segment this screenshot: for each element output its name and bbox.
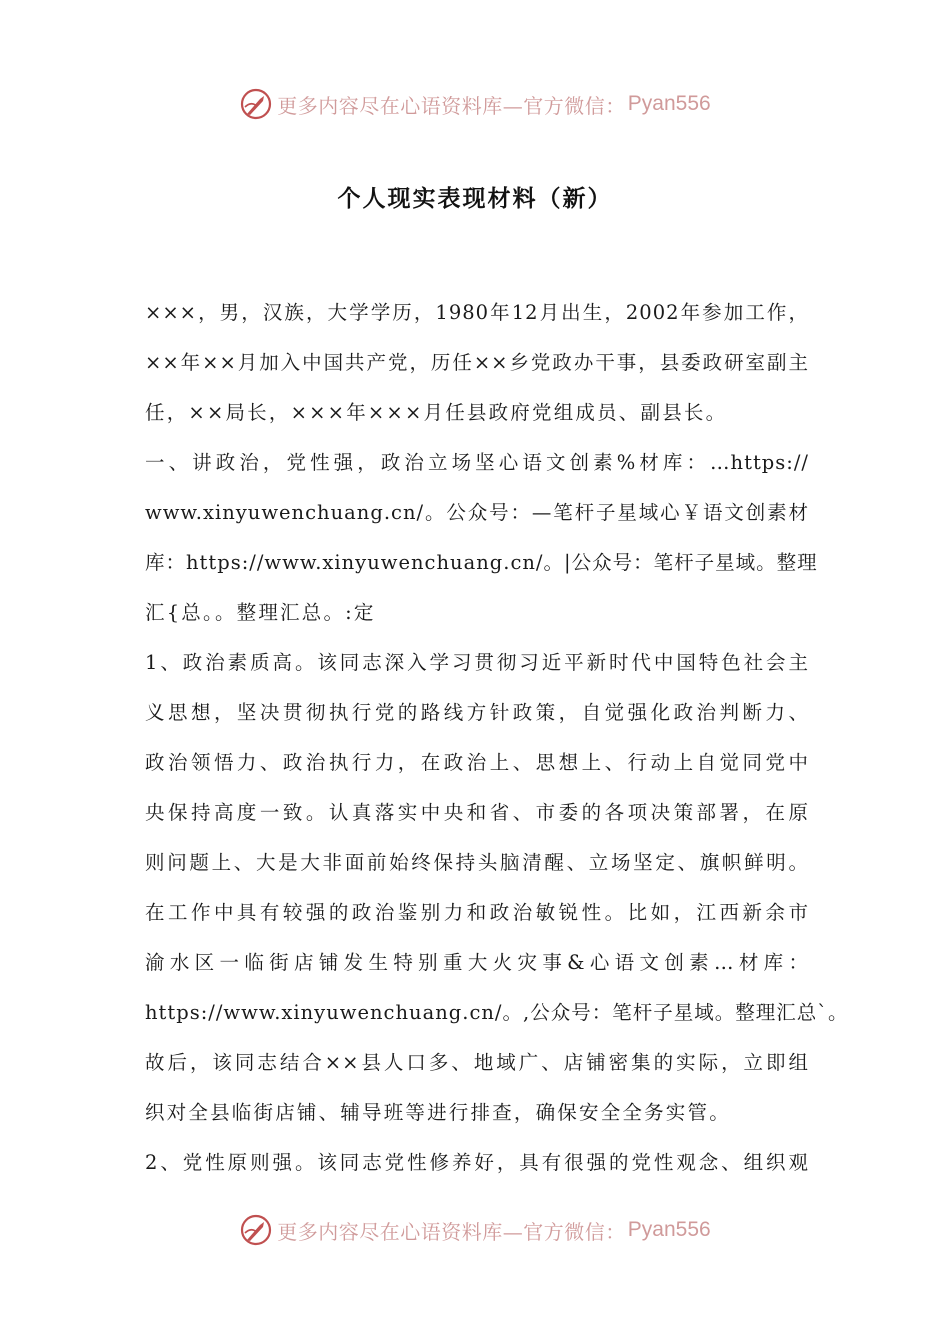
wechat-id: Pyan556 xyxy=(627,92,711,115)
banner-text: 更多内容尽在心语资料库—官方微信： xyxy=(277,1219,626,1244)
pen-nib-logo-icon xyxy=(239,87,273,121)
text-line: 在工作中具有较强的政治鉴别力和政治敏锐性。比如，江西新余市 xyxy=(145,901,809,924)
text-line: 任，××局长，×××年×××月任县政府党组成员、副县长。 xyxy=(145,401,728,424)
footer-banner xyxy=(0,1210,950,1250)
page-title: 个人现实表现材料（新） xyxy=(337,186,613,212)
text-line: 汇{总。。整理汇总。:定 xyxy=(145,601,376,624)
text-line: 织对全县临街店铺、辅导班等进行排查，确保安全全务实管。 xyxy=(145,1101,731,1124)
document-body xyxy=(145,292,849,1192)
wechat-id: Pyan556 xyxy=(627,1218,711,1241)
header-banner xyxy=(0,84,950,124)
text-line: https://www.xinyuwenchuang.cn/。,公众号：笔杆子星域。整理汇总`。 xyxy=(145,1001,849,1024)
text-line: www.xinyuwenchuang.cn/。公众号：—笔杆子星域心￥语文创素材 xyxy=(145,501,809,524)
text-line: 义思想，坚决贯彻执行党的路线方针政策，自觉强化政治判断力、 xyxy=(145,701,809,724)
text-line: 政治领悟力、政治执行力，在政治上、思想上、行动上自觉同党中 xyxy=(145,751,809,774)
text-line: 库：https://www.xinyuwenchuang.cn/。|公众号：笔杆子星域。整理 xyxy=(145,551,818,574)
text-line: 1、政治素质高。该同志深入学习贯彻习近平新时代中国特色社会主 xyxy=(145,651,809,674)
pen-nib-logo-icon xyxy=(239,1213,273,1247)
text-line: 2、党性原则强。该同志党性修养好，具有很强的党性观念、组织观 xyxy=(145,1151,809,1174)
text-line: ××年××月加入中国共产党，历任××乡党政办干事，县委政研室副主 xyxy=(145,351,809,374)
text-line: 故后，该同志结合××县人口多、地域广、店铺密集的实际，立即组 xyxy=(145,1051,809,1074)
text-line: 渝水区一临街店铺发生特别重大火灾事&心语文创素…材库： xyxy=(145,951,809,974)
text-line: ×××，男，汉族，大学学历，1980年12月出生，2002年参加工作， xyxy=(145,301,809,324)
text-line: 央保持高度一致。认真落实中央和省、市委的各项决策部署，在原 xyxy=(145,801,809,824)
text-line: 一、讲政治，党性强，政治立场坚心语文创素%材库：…https:// xyxy=(145,451,809,474)
text-line: 则问题上、大是大非面前始终保持头脑清醒、立场坚定、旗帜鲜明。 xyxy=(145,851,809,874)
banner-text: 更多内容尽在心语资料库—官方微信： xyxy=(277,93,626,118)
